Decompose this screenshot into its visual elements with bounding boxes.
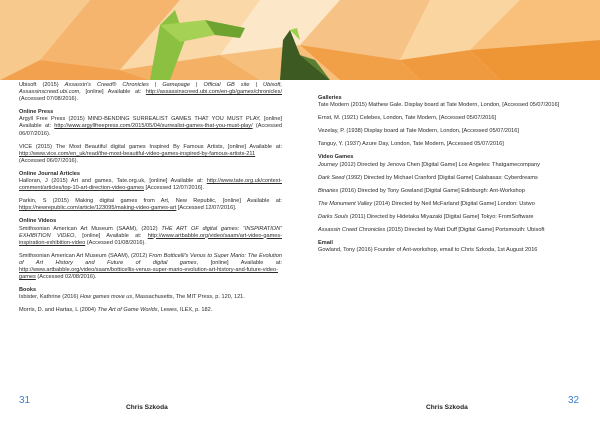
gallery-entry: Vezelay, P. (1938) Display board at Tate Modern, London, [Accessed 05/07/2016] — [318, 128, 519, 135]
reference-entry — [19, 198, 282, 212]
reference-entry — [19, 253, 282, 281]
reference-text: Smithsonian American Art Museum (SAAM), (2012) — [19, 225, 162, 232]
reference-text: (Accessed 06/07/2016). — [19, 123, 282, 137]
reference-text: (Accessed 02/08/2016). — [35, 274, 97, 281]
footer-author-left: Chris Szkoda — [126, 404, 168, 411]
reference-text: Isbister, Kathrine (2016) — [19, 294, 80, 301]
reference-title: The Art of Game Worlds — [97, 307, 158, 314]
gallery-entry: Ernst, M. (1921) Celebes, London, Tate Modern, [Accessed 05/07/2016] — [318, 115, 497, 122]
reference-title: How games move us — [79, 294, 133, 301]
reference-text: , Massachusetts, The MIT Press, p. 120, 121. — [132, 294, 245, 301]
decorative-banner — [0, 0, 600, 80]
section-heading-video-games: Video Games — [318, 154, 354, 161]
reference-entry — [19, 294, 282, 301]
game-details: (2011) Directed by Hidetaka Miyazaki [Digital Game] Tokyo: FromSoftware — [348, 213, 534, 220]
game-title: The Monument Valley — [318, 200, 373, 207]
game-details: (1992) Directed by Michael Cranford [Digital Game] Calabasas: Cyberdreams — [344, 174, 538, 181]
gallery-entry: Tanguy, Y. (1937) Azure Day, London, Tate Modern, [Accessed 05/07/2016] — [318, 141, 504, 148]
section-heading-online-press: Online Press — [19, 109, 54, 116]
reference-link[interactable]: http://assassinscreed.ubi.com/en-gb/games/chronicles/ — [145, 89, 282, 96]
reference-link[interactable]: http://www.vice.com/en_uk/read/the-most-beautiful-video-games-inspired-by-famous-artists-211 — [19, 150, 256, 157]
game-entry — [318, 214, 586, 221]
game-title: Darks Souls — [318, 213, 349, 220]
reference-text: Morris, D. and Hartas, L (2004) — [19, 307, 98, 314]
reference-text: [online] Available at: — [80, 89, 146, 96]
game-entry — [318, 201, 586, 208]
game-title: Binaries — [318, 187, 339, 194]
reference-text: (Accessed 06/07/2016). — [19, 157, 79, 164]
page-number-right: 32 — [568, 395, 580, 406]
game-details: (2016) Directed by Tony Gowland [Digital Game] Edinburgh: Ant-Workshop — [338, 187, 525, 194]
reference-text: VICE (2015) The Most Beautiful digital games Inspired By Famous Artists, [online] Available at: — [19, 143, 282, 150]
reference-entry — [19, 307, 282, 314]
game-title: Dark Seed — [318, 174, 345, 181]
section-heading-email: Email — [318, 240, 333, 247]
game-entry — [318, 175, 586, 182]
reference-entry — [19, 82, 282, 103]
reference-text: Smithsonian American Art Museum (SAAM), (2012) — [19, 252, 149, 259]
game-entry — [318, 162, 586, 169]
section-heading-online-journal: Online Journal Articles — [19, 170, 81, 177]
reference-text: (Accessed 01/08/2016). — [85, 239, 146, 246]
reference-title: Assassin's Creed® Chronicles | Gamepage | Official GB site | Ubisoft, Assassinscreed.ubi.com, — [19, 82, 283, 96]
gallery-entry: Tate Modern (2015) Mathew Gale. Display board at Tate Modern, London, [Accessed 05/07/2016] — [318, 102, 560, 109]
reference-text: [Accessed 12/07/2016]. — [143, 185, 205, 192]
page-number-left: 31 — [19, 395, 31, 406]
email-entry: Gowland, Tony (2016) Founder of Ant-workshop, email to Chris Szkoda, 1st August 2016 — [318, 247, 538, 254]
section-heading-online-videos: Online Videos — [19, 218, 57, 225]
reference-text: Argyll Free Press (2015) MIND-BENDING SURREALIST GAMES THAT YOU MUST PLAY, [online] Available at: — [19, 116, 282, 130]
reference-link[interactable]: http://www.artbabble.org/video/saam/botticellis-venus-super-mario-evolution-art-history-and-future-video-games — [19, 266, 278, 281]
reference-link[interactable]: https://newrepublic.com/article/123095/making-video-games-art — [19, 205, 177, 212]
reference-text: , Lewes, ILEX, p. 182. — [157, 307, 213, 314]
reference-entry — [19, 116, 282, 137]
reference-entry — [19, 144, 282, 165]
game-title: Journey — [318, 161, 338, 168]
game-details: (2014) Directed by Neil McFarland [Digital Game] London: Ustwo — [372, 200, 535, 207]
reference-link[interactable]: http://www.artbabble.org/video/saam/art-video-games-inspiration-exhibition-video — [19, 232, 282, 246]
reference-entry — [19, 226, 282, 247]
game-details: (2012) Directed by Jenova Chen [Digital Game] Los Angeles: Thatgamecompany — [337, 161, 540, 168]
reference-title: From Botticelli's Venus to Super Mario: The Evolution of Art History and Future of digital games — [19, 252, 283, 266]
reference-title: THE ART OF digital games: “INSPIRATION” EXHIBITION VIDEO — [19, 225, 283, 239]
reference-text: , [online] Available at: — [74, 232, 148, 239]
reference-text: (Accessed 07/08/2016). — [19, 96, 79, 103]
reference-text: Ubisoft (2015) — [19, 82, 65, 88]
right-page-references — [318, 82, 586, 260]
reference-text: [Accessed 12/07/2016]. — [176, 205, 237, 212]
reference-link[interactable]: http://www.argyllfreepress.com/2015/05/04/surrealist-games-that-you-must-play/ — [54, 123, 253, 130]
section-heading-galleries: Galleries — [318, 95, 342, 101]
section-heading-books: Books — [19, 287, 37, 294]
left-page-references — [19, 82, 282, 320]
game-title: Assassin Creed Chronicles — [318, 227, 386, 234]
reference-text: , [online] Available at: — [196, 259, 282, 266]
footer-author-right: Chris Szkoda — [426, 404, 468, 411]
game-entry — [318, 227, 586, 234]
reference-entry — [19, 178, 282, 192]
game-entry — [318, 188, 586, 195]
reference-text: Parkin, S (2015) Making digital games from Art, New Republic, [online] Available at: — [19, 198, 282, 205]
game-details: (2015) Directed by Matt Duff [Digital Game] Portsmouth: Ubisoft — [385, 227, 545, 234]
reference-link[interactable]: http://www.tate.org.uk/context-comment/articles/top-10-art-direction-video-games — [19, 178, 282, 192]
reference-text: Halloran, J (2015) Art and games, Tate.org.uk, [online] Available at: — [19, 178, 207, 185]
